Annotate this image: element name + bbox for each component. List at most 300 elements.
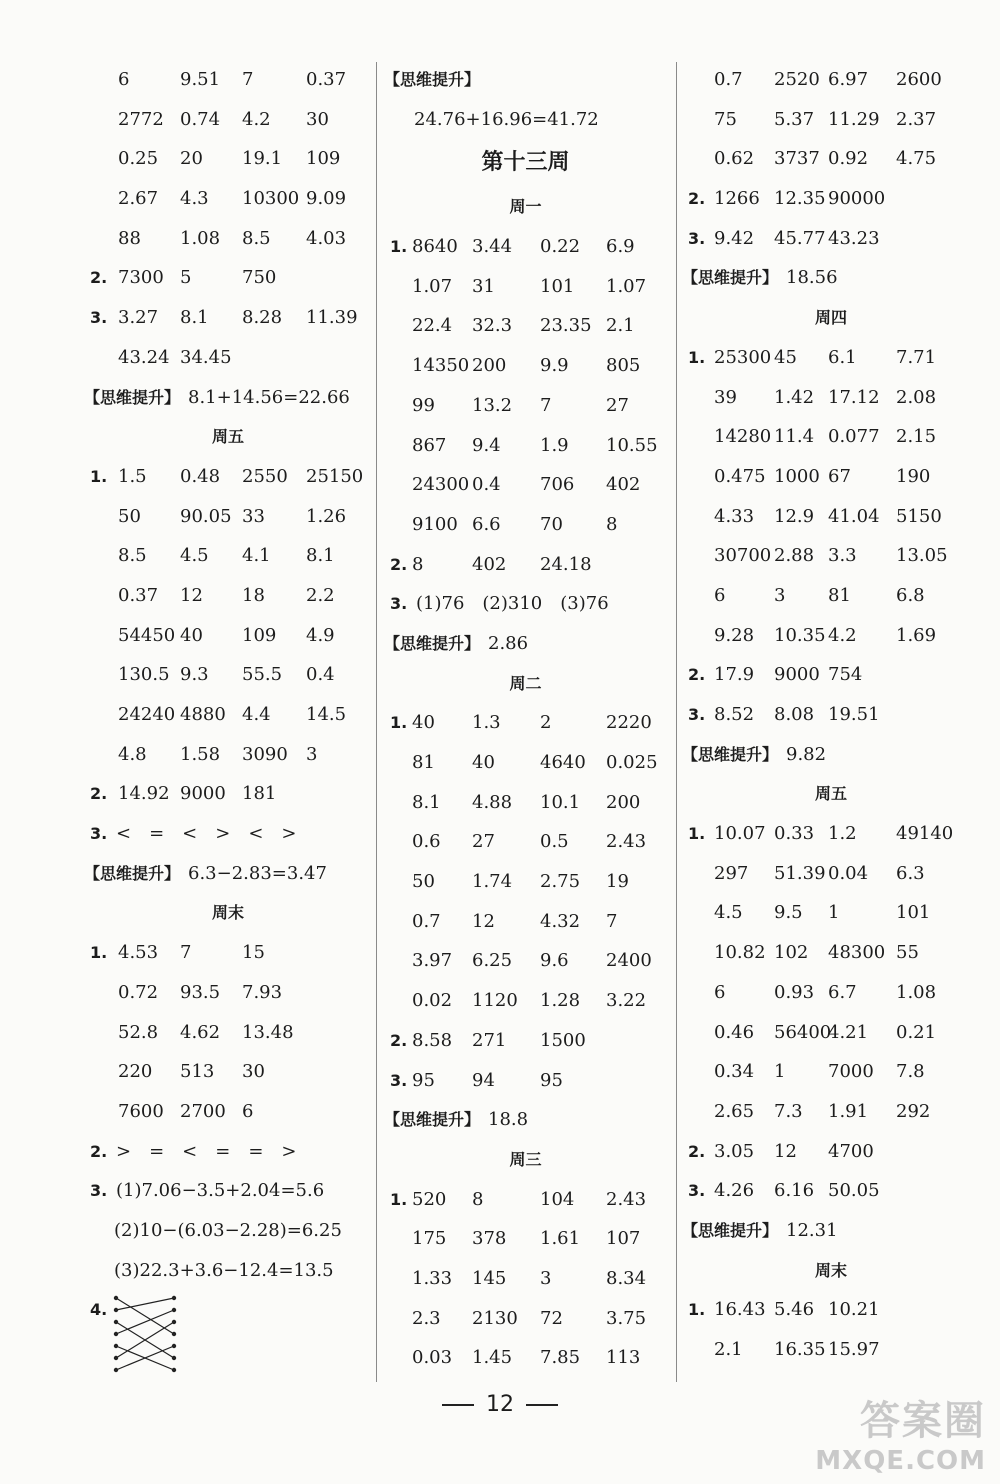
answer-row [686, 139, 976, 179]
answer-row [88, 258, 368, 298]
answer-row [88, 139, 368, 179]
answer-value: 1.33 [412, 1267, 453, 1289]
answer-value: 4.8 [118, 743, 147, 765]
answer-row [388, 902, 663, 942]
answer-value: 1.3 [472, 712, 501, 734]
answer-column-right [682, 60, 976, 1370]
answer-row [686, 219, 976, 259]
day-heading: 周五 [211, 427, 244, 447]
answer-value: 3 [774, 584, 786, 606]
question-number: 3. [90, 824, 108, 844]
day-heading: 周五 [814, 784, 847, 804]
answer-value: 1.42 [774, 386, 815, 408]
answer-value: 23.35 [540, 315, 592, 337]
question-number: 1. [390, 237, 408, 257]
answer-value: 101 [540, 275, 575, 297]
answer-row [388, 822, 663, 862]
answer-value: 51.39 [774, 862, 826, 884]
match-dot [114, 1368, 118, 1372]
answer-row [88, 655, 368, 695]
question-number: 1. [90, 943, 108, 963]
answer-value: 12 [180, 584, 203, 606]
match-dot [172, 1344, 176, 1348]
answer-value: 12 [774, 1140, 797, 1162]
answer-value: 72 [540, 1307, 563, 1329]
answer-value: 55.5 [242, 664, 283, 686]
answer-value: 1.28 [540, 990, 581, 1012]
answer-row [686, 417, 976, 457]
answer-value: 6 [714, 981, 726, 1003]
answer-value: 12.35 [774, 188, 826, 210]
question-number: 1. [688, 1300, 706, 1320]
answer-value: 95 [412, 1069, 435, 1091]
answer-value: 12 [472, 910, 495, 932]
answer-value: 2.67 [118, 188, 159, 210]
answer-value: 297 [714, 862, 749, 884]
answer-value: 10.55 [606, 434, 658, 456]
answer-value: 4.2 [242, 108, 271, 130]
answer-row [88, 100, 368, 140]
answer-value: 11.39 [306, 307, 358, 329]
answer-value: 3.97 [412, 950, 453, 972]
answer-value: 4880 [180, 704, 226, 725]
day-heading: 周四 [814, 308, 847, 328]
answer-value: 0.37 [306, 69, 347, 90]
answer-value: 1120 [472, 990, 518, 1012]
answer-value: 6.16 [774, 1180, 815, 1202]
answer-value: 0.33 [774, 823, 815, 845]
answer-row [388, 306, 663, 346]
answer-row [686, 1171, 976, 1211]
answer-value: 6.7 [828, 981, 857, 1003]
match-dot [172, 1356, 176, 1360]
answer-value: 4.03 [306, 227, 347, 249]
answer-row [686, 497, 976, 537]
answer-value: 17.12 [828, 386, 880, 408]
answer-value: 0.5 [540, 831, 569, 853]
match-dot [172, 1320, 176, 1324]
answer-text: (3)22.3+3.6−12.4=13.5 [114, 1259, 334, 1281]
answer-value: 0.37 [118, 584, 159, 606]
answer-value: 15.97 [828, 1339, 880, 1360]
answer-value: 10.21 [828, 1299, 880, 1321]
thinking-boost-label: 【思维提升】 [682, 268, 779, 288]
match-dot [114, 1308, 118, 1312]
answer-value: 16.35 [774, 1339, 826, 1360]
answer-value: 9.6 [540, 950, 569, 972]
answer-value: 101 [896, 902, 931, 924]
day-heading: 周三 [509, 1149, 542, 1169]
answer-value: 7.3 [774, 1100, 803, 1122]
answer-value: 1.61 [540, 1228, 581, 1250]
answer-value: 0.92 [828, 148, 869, 170]
page-number-text: 12 [486, 1392, 514, 1417]
answer-row [686, 1290, 976, 1330]
thinking-boost-label: 【思维提升】 [384, 70, 481, 89]
day-heading: 周一 [509, 197, 542, 217]
answer-value: 3 [306, 743, 318, 765]
answer-row [388, 703, 663, 743]
answer-text: (1)76 (2)310 (3)76 [416, 593, 609, 615]
answer-value: 2.75 [540, 871, 581, 893]
answer-row [388, 346, 663, 386]
answer-row [388, 386, 663, 426]
answer-value: 7 [242, 69, 254, 90]
answer-value: 50 [412, 871, 435, 893]
answer-value: 8.1 [306, 545, 335, 567]
answer-row [686, 1132, 976, 1172]
answer-value: 8.1 [180, 307, 209, 329]
answer-row [686, 179, 976, 219]
answer-value: 0.93 [774, 981, 815, 1003]
answer-row [88, 735, 368, 775]
answer-value: 13.05 [896, 545, 948, 567]
answer-value: 0.7 [714, 69, 743, 90]
answer-value: 402 [472, 553, 507, 575]
answer-value: 9100 [412, 513, 458, 535]
answer-value: 5150 [896, 505, 942, 527]
day-heading: 周末 [211, 903, 244, 923]
match-dot [172, 1332, 176, 1336]
answer-text: (1)7.06−3.5+2.04=5.6 [116, 1180, 325, 1202]
answer-value: 9000 [180, 783, 226, 805]
answer-value: 0.7 [412, 910, 441, 932]
answer-value: 109 [306, 148, 341, 170]
question-number: 1. [390, 1189, 408, 1209]
answer-value: 9.28 [714, 624, 755, 646]
match-dot [172, 1308, 176, 1312]
answer-value: 9.51 [180, 69, 221, 90]
answer-row [686, 616, 976, 656]
question-number: 3. [390, 594, 408, 614]
answer-value: 94 [472, 1069, 495, 1091]
answer-value: 8 [472, 1188, 484, 1210]
answer-value: 5.37 [774, 108, 815, 130]
answer-value: 12.9 [774, 505, 815, 527]
answer-value: 22.4 [412, 315, 453, 337]
answer-value: 3.75 [606, 1307, 647, 1329]
answer-row [384, 60, 663, 100]
answer-value: 2.37 [896, 108, 937, 130]
answer-value: 200 [606, 791, 641, 813]
answer-value: 0.21 [896, 1021, 937, 1043]
question-number: 2. [688, 1141, 706, 1161]
answer-row [88, 1052, 368, 1092]
answer-value: 40 [180, 624, 203, 646]
answer-row [686, 1330, 976, 1370]
answer-value: 2550 [242, 465, 288, 487]
answer-value: 17.9 [714, 664, 755, 686]
answer-value: 0.34 [714, 1061, 755, 1083]
thinking-boost-label: 【思维提升】 [84, 863, 181, 883]
answer-row [686, 973, 976, 1013]
answer-value: 4.62 [180, 1021, 221, 1043]
answer-value: 0.02 [412, 990, 453, 1012]
question-number: 3. [90, 308, 108, 328]
answer-value: 9.42 [714, 227, 755, 249]
day-heading: 周二 [509, 673, 542, 693]
answer-value: 3090 [242, 743, 288, 765]
answer-value: 1.07 [606, 275, 647, 297]
answer-value: 16.43 [714, 1299, 766, 1321]
answer-value: 2700 [180, 1100, 226, 1122]
answer-value: 175 [412, 1228, 447, 1250]
answer-value: 8 [606, 513, 618, 535]
answer-value: 31 [472, 275, 495, 297]
answer-value: 7600 [118, 1100, 164, 1122]
answer-value: 6.97 [828, 69, 869, 90]
answer-value: 2.1 [714, 1339, 743, 1360]
answer-row [388, 100, 663, 140]
answer-row [388, 1219, 663, 1259]
answer-value: 32.3 [472, 315, 513, 337]
answer-value: 0.48 [180, 465, 221, 487]
answer-row [686, 695, 976, 735]
answer-row [388, 465, 663, 505]
watermark-url: MXQE.COM [815, 1446, 986, 1476]
answer-value: 4.32 [540, 910, 581, 932]
answer-value: 8.5 [242, 227, 271, 249]
answer-value: 0.72 [118, 981, 159, 1003]
answer-value: 1500 [540, 1029, 586, 1051]
answer-value: 2.65 [714, 1100, 755, 1122]
answer-value: 14350 [412, 355, 470, 377]
answer-value: 104 [540, 1188, 575, 1210]
question-number: 2. [90, 784, 108, 804]
answer-value: 867 [412, 434, 447, 456]
answer-row [88, 1092, 368, 1132]
answer-value: 4640 [540, 752, 586, 773]
watermark-logo [815, 1389, 986, 1476]
answer-value: 0.62 [714, 148, 755, 170]
thinking-boost-answer: 18.56 [786, 267, 838, 289]
answer-value: 11.29 [828, 108, 880, 130]
answer-value: 10.82 [714, 942, 766, 964]
answer-row [88, 576, 368, 616]
answer-value: 113 [606, 1347, 641, 1369]
answer-value: 130.5 [118, 664, 170, 686]
answer-value: 27 [606, 394, 629, 416]
answer-row [88, 1290, 368, 1380]
answer-value: 75 [714, 108, 737, 130]
answer-row [88, 1251, 368, 1291]
answer-value: 1.9 [540, 434, 569, 456]
match-dot [114, 1344, 118, 1348]
answer-value: 6.3 [896, 862, 925, 884]
answer-value: 14.5 [306, 704, 347, 725]
answer-value: 402 [606, 474, 641, 496]
thinking-boost-label: 【思维提升】 [384, 633, 481, 653]
answer-value: 1.45 [472, 1347, 513, 1369]
question-number: 3. [688, 705, 706, 724]
match-dot [114, 1296, 118, 1300]
column-divider [676, 62, 677, 1382]
answer-value: 200 [472, 355, 507, 377]
answer-value: 2400 [606, 950, 652, 972]
answer-row [88, 219, 368, 259]
answer-value: 181 [242, 783, 277, 805]
answer-value: 1 [828, 902, 840, 924]
answer-row [384, 624, 663, 664]
answer-row [88, 774, 368, 814]
answer-value: 2.43 [606, 831, 647, 853]
answer-value: 4.5 [714, 902, 743, 924]
answer-value: 25300 [714, 346, 772, 368]
answer-value: 513 [180, 1061, 215, 1083]
answer-row [388, 1180, 663, 1220]
answer-value: 8640 [412, 236, 458, 258]
answer-value: 39 [714, 386, 737, 408]
answer-row [686, 60, 976, 100]
answer-value: 27 [472, 831, 495, 853]
answer-value: 20 [180, 148, 203, 170]
answer-value: 3 [540, 1267, 552, 1289]
answer-value: 30 [306, 108, 329, 130]
answer-value: 54450 [118, 624, 176, 646]
answer-value: 2.08 [896, 386, 937, 408]
answer-row [682, 258, 976, 298]
answer-value: 706 [540, 474, 575, 496]
answer-value: 1.58 [180, 743, 221, 765]
answer-value: 55 [896, 942, 919, 964]
answer-row [88, 616, 368, 656]
answer-value: 24240 [118, 704, 176, 725]
answer-value: 8.34 [606, 1267, 647, 1289]
answer-value: 7.71 [896, 346, 937, 368]
answer-value: 0.04 [828, 862, 869, 884]
answer-value: 1.74 [472, 871, 513, 893]
answer-row [88, 536, 368, 576]
answer-value: 145 [472, 1267, 507, 1289]
answer-row [88, 1132, 368, 1172]
answer-value: 7.93 [242, 981, 283, 1003]
answer-row [388, 227, 663, 267]
answer-column-middle [384, 60, 663, 1378]
answer-value: 50.05 [828, 1180, 880, 1202]
answer-value: 50 [118, 505, 141, 527]
answer-value: 3737 [774, 148, 820, 170]
answer-text: < = < > < > [116, 823, 297, 845]
answer-value: 1.07 [412, 275, 453, 297]
answer-value: 2220 [606, 712, 652, 734]
answer-value: 14280 [714, 426, 772, 448]
answer-value: 4.3 [180, 188, 209, 210]
answer-value: 7 [606, 910, 618, 932]
question-number: 3. [90, 1181, 108, 1201]
answer-row [88, 179, 368, 219]
answer-row [388, 545, 663, 585]
answer-value: 7 [180, 942, 192, 964]
column-divider [376, 62, 377, 1382]
answer-value: 378 [472, 1228, 507, 1250]
answer-row [388, 584, 663, 624]
answer-row [88, 1013, 368, 1053]
answer-value: 14.92 [118, 783, 170, 805]
answer-value: 4700 [828, 1140, 874, 1162]
answer-row [84, 854, 368, 894]
answer-value: 0.077 [828, 426, 880, 448]
answer-value: 13.2 [472, 394, 513, 416]
answer-value: 13.48 [242, 1021, 294, 1043]
answer-value: 7300 [118, 267, 164, 289]
answer-value: 8.1 [412, 791, 441, 813]
match-dot [114, 1332, 118, 1336]
answer-value: 90000 [828, 188, 886, 210]
answer-value: 190 [896, 465, 931, 487]
answer-row [388, 1299, 663, 1339]
answer-value: 2520 [774, 69, 820, 90]
answer-value: 4.88 [472, 791, 513, 813]
answer-value: 41.04 [828, 505, 880, 527]
answer-value: 1.2 [828, 823, 857, 845]
answer-row [686, 933, 976, 973]
answer-row [686, 1092, 976, 1132]
answer-row [686, 1052, 976, 1092]
answer-value: 2.15 [896, 426, 937, 448]
answer-value: 9.5 [774, 902, 803, 924]
week-title: 第十三周 [481, 150, 570, 176]
answer-row [88, 814, 368, 854]
answer-value: 4.4 [242, 704, 271, 725]
answer-value: 45 [774, 346, 797, 368]
answer-value: 271 [472, 1029, 507, 1051]
answer-value: 0.25 [118, 148, 159, 170]
answer-value: 1.91 [828, 1100, 869, 1122]
answer-value: 2600 [896, 69, 942, 90]
answer-value: 6 [242, 1100, 254, 1122]
answer-value: 7 [540, 394, 552, 416]
answer-value: 2 [540, 712, 552, 734]
question-number: 3. [390, 1070, 408, 1090]
answer-value: 1 [774, 1061, 786, 1083]
match-line [116, 1310, 174, 1334]
answer-row [686, 457, 976, 497]
answer-value: 4.2 [828, 624, 857, 646]
answer-value: 6 [714, 584, 726, 606]
answer-row [88, 298, 368, 338]
answer-value: 67 [828, 465, 851, 487]
answer-row [388, 1259, 663, 1299]
question-number: 2. [390, 554, 408, 574]
answer-value: 220 [118, 1061, 153, 1083]
question-number: 2. [688, 189, 706, 209]
answer-value: 2.1 [606, 315, 635, 337]
answer-value: 1.26 [306, 505, 347, 527]
answer-value: 33 [242, 505, 265, 527]
answer-row [686, 1013, 976, 1053]
answer-value: 40 [472, 752, 495, 773]
thinking-boost-answer: 6.3−2.83=3.47 [188, 862, 327, 884]
answer-value: 0.6 [412, 831, 441, 853]
answer-value: 19 [606, 871, 629, 893]
answer-text: 24.76+16.96=41.72 [414, 108, 599, 130]
answer-row [88, 1211, 368, 1251]
answer-value: 9.09 [306, 188, 347, 210]
answer-row [388, 783, 663, 823]
answer-value: 2772 [118, 108, 164, 130]
thinking-boost-answer: 12.31 [786, 1219, 838, 1241]
question-number: 2. [90, 1141, 108, 1161]
answer-row [686, 576, 976, 616]
answer-value: 0.74 [180, 108, 221, 130]
answer-value: 1266 [714, 188, 760, 210]
match-dot [172, 1368, 176, 1372]
answer-value: 4.5 [180, 545, 209, 567]
answer-value: 1000 [774, 465, 820, 487]
answer-value: 10.1 [540, 791, 581, 813]
match-dot [172, 1296, 176, 1300]
answer-row [88, 338, 368, 378]
